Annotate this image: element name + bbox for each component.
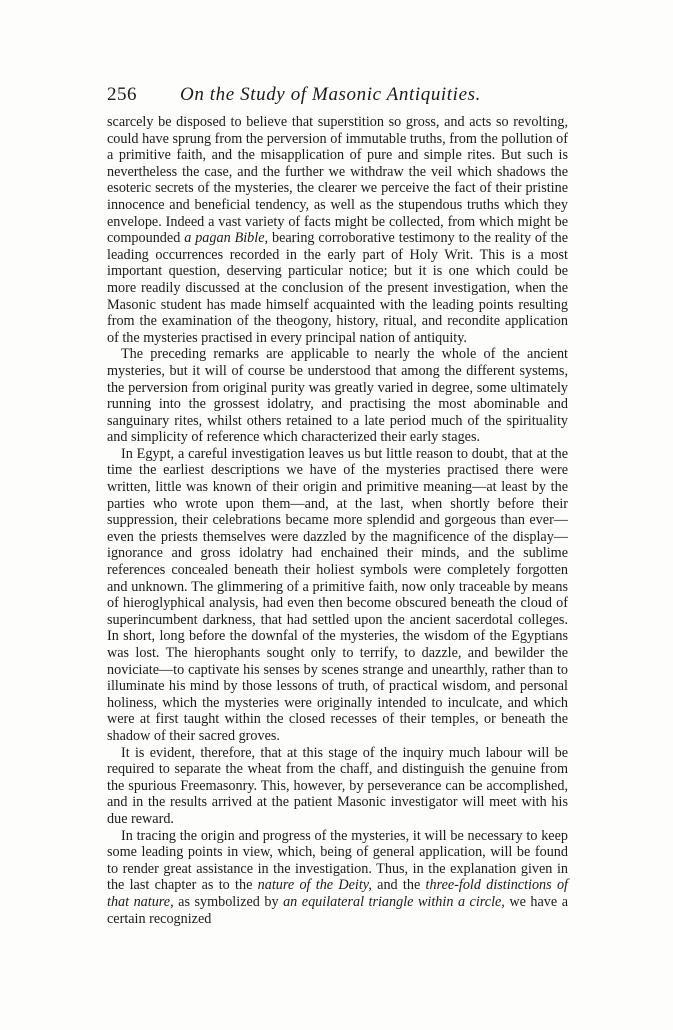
paragraph <box>107 446 568 745</box>
italic-text: an equilateral triangle within a circle, <box>283 893 505 910</box>
page-number: 256 <box>107 84 137 105</box>
running-title: On the Study of Masonic Antiquities. <box>180 84 481 105</box>
paragraph-text: The preceding remarks are applicable to nearly the whole of the ancient mysteries, but it will of course be understood that among the different systems, the perversion from original purity was greatly varied in degree, some ultimately running into the grossest idolatry, and practising the most abominable and sanguinary rites, whilst others retained to a late period much of the spirituality and simplicity of reference which characterized their early stages. <box>107 346 568 446</box>
paragraph <box>107 745 568 828</box>
paragraph-text: In Egypt, a careful investigation leaves us but little reason to doubt, that at the time the earliest descriptions we have of the mysteries practised there were written, little was known of their origin and primitive meaning—at least by the parties who wrote upon them—and, at the last, when shortly before their suppression, their celebrations became more splendid and gorgeous than ever—even the priests themselves were dazzled by the magnificence of the display—ignorance and gross idolatry had enchained their minds, and the sublime references concealed beneath their holiest symbols were completely forgotten and unknown. The glimmering of a primitive faith, now only traceable by means of hieroglyphical analysis, had even then become obscured beneath the cloud of superincumbent darkness, that had settled upon the ancient sacerdotal colleges. In short, long before the downfal of the mysteries, the wisdom of the Egyptians was lost. The hierophants sought only to terrify, to dazzle, and bewilder the noviciate—to captivate his senses by scenes strange and unearthly, rather than to illuminate his mind by those lessons of truth, of practical wisdom, and personal holiness, which the mysteries were originally intended to inculcate, and which were at first taught within the closed recesses of their temples, or beneath the shadow of their sacred groves. <box>107 445 568 744</box>
paragraph <box>107 114 568 346</box>
italic-text: a pagan Bible, <box>184 230 269 247</box>
paragraph <box>107 346 568 446</box>
book-page <box>107 82 568 927</box>
paragraph-text: In tracing the origin and progress of the mysteries, it will be necessary to keep some leading points in view, which, being of general application, will be found to render great assistance in the investigation. Thus, in the explanation given in the last chapter as to the <box>107 827 568 894</box>
italic-text: nature of the Deity, <box>257 877 372 894</box>
paragraph-text: bearing corroborative testimony to the reality of the leading occurrences recorded in the early part of Holy Writ. This is a most important question, deserving particular notice; but it is one which could be more readily discussed at the conclusion of the present investigation, when the Masonic student has made himself acquainted with the leading points resulting from the examination of the theogony, history, ritual, and recondite application of the mysteries practised in every principal nation of antiquity. <box>107 230 568 346</box>
paragraph-text: we have a certain recognized <box>107 893 568 927</box>
paragraph <box>107 828 568 928</box>
paragraph-text: as symbolized by <box>173 893 284 910</box>
paragraph-text: and the <box>371 877 426 894</box>
paragraph-text: scarcely be disposed to believe that superstition so gross, and acts so revolting, could have sprung from the perversion of immutable truths, from the pollution of a primitive faith, and the misapplication of pure and simple rites. But such is nevertheless the case, and the further we withdraw the veil which shadows the esoteric secrets of the mysteries, the clearer we perceive the fact of their pristine innocence and beneficial tendency, as well as the stupendous truths which they envelope. Indeed a vast variety of facts might be collected, from which might be compounded <box>107 114 568 247</box>
paragraph-text: It is evident, therefore, that at this stage of the inquiry much labour will be required to separate the wheat from the chaff, and distinguish the genuine from the spurious Freemasonry. This, however, by perseverance can be accomplished, and in the results arrived at the patient Masonic investigator will meet with his due reward. <box>107 744 568 827</box>
body-text <box>107 114 568 927</box>
running-head <box>107 82 568 110</box>
italic-text: three-fold distinctions of that nature, <box>107 877 568 910</box>
